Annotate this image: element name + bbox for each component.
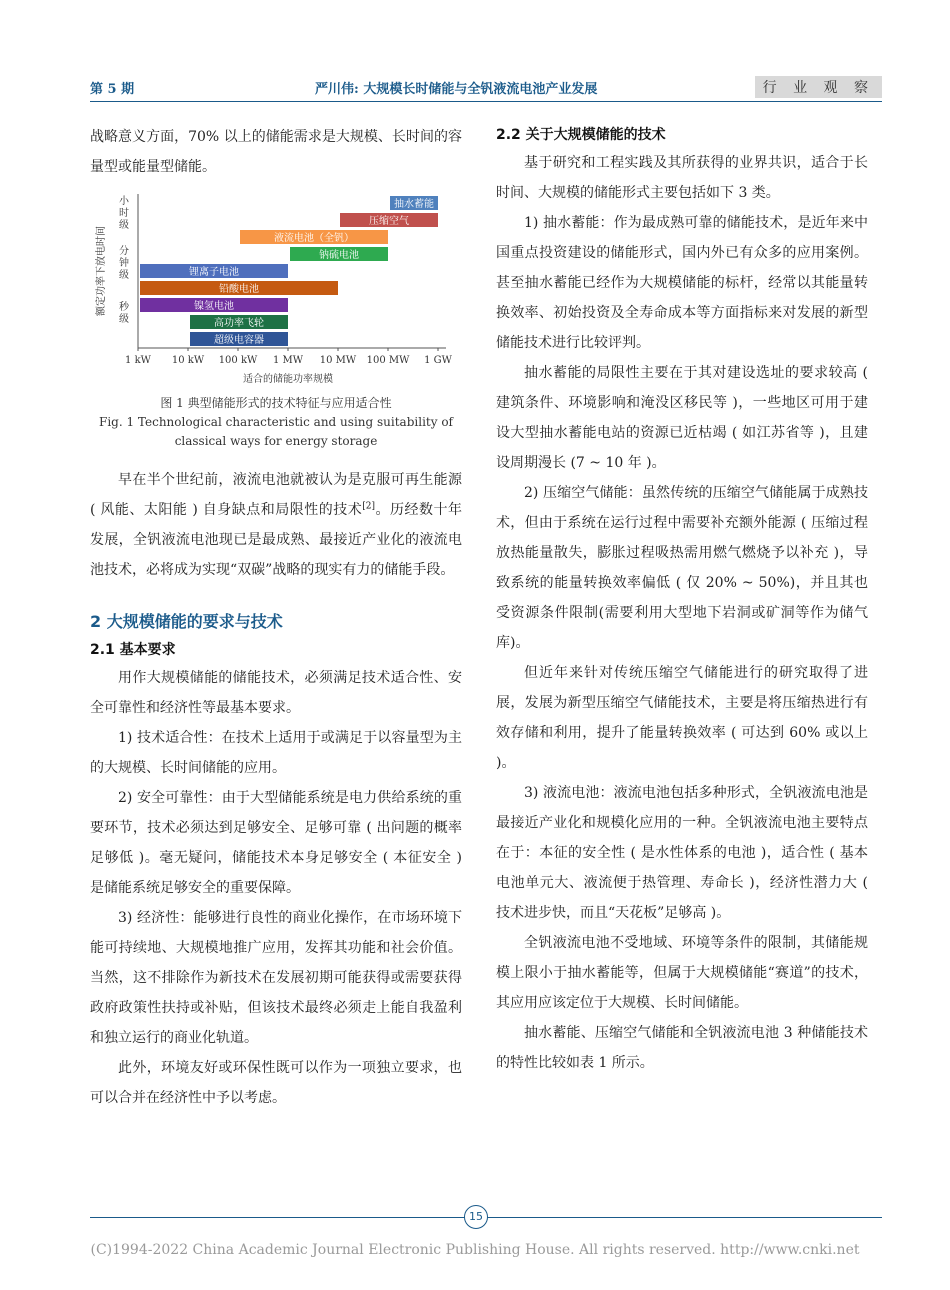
x-tick-label: 10 kW xyxy=(171,355,205,366)
x-tick-label: 10 MW xyxy=(319,355,357,366)
x-tick-label: 100 MW xyxy=(366,355,410,366)
y-group-label: 级 xyxy=(119,314,129,325)
y-group-label: 小 xyxy=(119,196,129,207)
bar-label: 铅酸电池 xyxy=(219,284,259,295)
section-heading: 2 大规模储能的要求与技术 xyxy=(90,612,283,631)
y-group-label: 钟 xyxy=(119,258,129,269)
bar-label: 压缩空气 xyxy=(369,216,409,227)
header-rule xyxy=(90,101,882,102)
figure-caption xyxy=(90,394,462,451)
bar-label: 超级电容器 xyxy=(214,335,264,346)
bar-label: 抽水蓄能 xyxy=(394,199,434,210)
bar-label: 镍氢电池 xyxy=(194,301,234,312)
paragraph: 3) 液流电池：液流电池包括多种形式，全钒液流电池是最接近产业化和规模化应用的一种。全钒液流电池主要特点在于：本征的安全性 ( 是水性体系的电池 )，适合性 ( 基本电池单元大、液流便于热管理、寿命长 )，经济性潜力大 ( 技术进步快，而且“天花板”足够高 )。 xyxy=(496,785,868,921)
y-group-label: 秒 xyxy=(119,302,129,313)
paragraph: 1) 技术适合性：在技术上适用于或满足于以容量型为主的大规模、长时间储能的应用。 xyxy=(90,730,462,776)
bar-label: 钠硫电池 xyxy=(319,250,359,261)
paragraph: 2) 安全可靠性：由于大型储能系统是电力供给系统的重要环节，技术必须达到足够安全、足够可靠 ( 出问题的概率足够低 )。毫无疑问，储能技术本身足够安全 ( 本征安全 ) 是储能系统足够安全的重要保障。 xyxy=(90,790,462,896)
running-header xyxy=(90,78,882,102)
x-tick-label: 1 MW xyxy=(272,355,304,366)
page-number: 15 xyxy=(464,1205,488,1229)
paragraph: 1) 抽水蓄能：作为最成熟可靠的储能技术，是近年来中国重点投资建设的储能形式，国内外已有众多的应用案例。甚至抽水蓄能已经作为大规模储能的标杆，经常以其能量转换效率、初始投资及全寿命成本等方面指标来对发展的新型储能技术进行比较评判。 xyxy=(496,215,868,351)
paragraph: 用作大规模储能的储能技术，必须满足技术适合性、安全可靠性和经济性等最基本要求。 xyxy=(90,670,462,716)
text-span: 。历经数十年发展，全钒液流电池现已是最成熟、最接近产业化的液流电池技术，必将成为实现“双碳”战略的现实有力的储能手段。 xyxy=(90,502,462,578)
paragraph: 抽水蓄能、压缩空气储能和全钒液流电池 3 种储能技术的特性比较如表 1 所示。 xyxy=(496,1025,868,1071)
y-group-label: 时 xyxy=(119,208,129,219)
citation-ref[interactable]: [2] xyxy=(362,501,375,512)
paragraph: 2) 压缩空气储能：虽然传统的压缩空气储能属于成熟技术，但由于系统在运行过程中需要补充额外能源 ( 压缩过程放热能量散失，膨胀过程吸热需用燃气燃烧予以补充 )，导致系统的能量转换效率偏低 ( 仅 20% ~ 50%)，并且其也受资源条件限制(需要利用大型地下岩洞或矿洞等作为储气库)。 xyxy=(496,485,868,651)
text-span: 早在半个世纪前，液流电池就被认为是克服可再生能源 ( 风能、太阳能 ) 自身缺点和局限性的技术 xyxy=(90,472,462,518)
energy-storage-chart xyxy=(90,188,462,388)
left-column xyxy=(90,122,462,1113)
x-tick-label: 1 GW xyxy=(424,355,452,366)
running-title: 严川伟: 大规模长时储能与全钒液流电池产业发展 xyxy=(315,82,598,97)
y-group-label: 分 xyxy=(119,246,129,257)
paragraph: 3) 经济性：能够进行良性的商业化操作，在市场环境下能可持续地、大规模地推广应用，发挥其功能和社会价值。当然，这不排除作为新技术在发展初期可能获得或需要获得政府政策性扶持或补贴，但该技术最终必须走上能自我盈利和独立运行的商业化轨道。 xyxy=(90,910,462,1046)
caption-cn: 图 1 典型储能形式的技术特征与应用适合性 xyxy=(160,396,392,410)
paragraph: 全钒液流电池不受地域、环境等条件的限制，其储能规模上限小于抽水蓄能等，但属于大规模储能“赛道”的技术，其应用应该定位于大规模、长时间储能。 xyxy=(496,935,868,1011)
y-group-label: 级 xyxy=(119,270,129,281)
y-axis-label: 额定功率下放电时间 xyxy=(96,226,107,316)
y-group-label: 级 xyxy=(119,220,129,231)
bar-label: 液流电池（全钒） xyxy=(274,233,354,244)
copyright-notice: (C)1994-2022 China Academic Journal Electronic Publishing House. All rights reserved. http://www.cnki.net xyxy=(90,1242,860,1258)
section-tag: 行 业 观 察 xyxy=(755,76,882,98)
bar-label: 高功率飞轮 xyxy=(214,318,264,329)
paragraph: 抽水蓄能的局限性主要在于其对建设选址的要求较高 ( 建筑条件、环境影响和淹没区移民等 )，一些地区可用于建设大型抽水蓄能电站的资源已近枯竭 ( 如江苏省等 )，且建设周期漫长 (7 ~ 10 年 )。 xyxy=(496,365,868,471)
caption-en: Fig. 1 Technological characteristic and using suitability of classical ways for energy storage xyxy=(99,415,453,448)
subsection-heading: 2.1 基本要求 xyxy=(90,642,176,658)
bar-label: 锂离子电池 xyxy=(189,267,239,278)
paragraph: 基于研究和工程实践及其所获得的业界共识，适合于长时间、大规模的储能形式主要包括如下 3 类。 xyxy=(496,155,868,201)
paragraph xyxy=(90,465,462,585)
right-column xyxy=(496,122,868,1078)
figure-1 xyxy=(90,188,462,388)
x-axis-label: 适合的储能功率规模 xyxy=(243,374,333,385)
paragraph: 此外，环境友好或环保性既可以作为一项独立要求，也可以合并在经济性中予以考虑。 xyxy=(90,1060,462,1106)
issue-number: 第 5 期 xyxy=(90,82,135,97)
subsection-heading: 2.2 关于大规模储能的技术 xyxy=(496,127,666,143)
x-tick-label: 100 kW xyxy=(218,355,258,366)
paragraph: 战略意义方面，70% 以上的储能需求是大规模、长时间的容量型或能量型储能。 xyxy=(90,129,462,175)
paragraph: 但近年来针对传统压缩空气储能进行的研究取得了进展，发展为新型压缩空气储能技术，主要是将压缩热进行有效存储和利用，提升了能量转换效率 ( 可达到 60% 或以上 )。 xyxy=(496,665,868,771)
x-tick-label: 1 kW xyxy=(125,355,151,366)
